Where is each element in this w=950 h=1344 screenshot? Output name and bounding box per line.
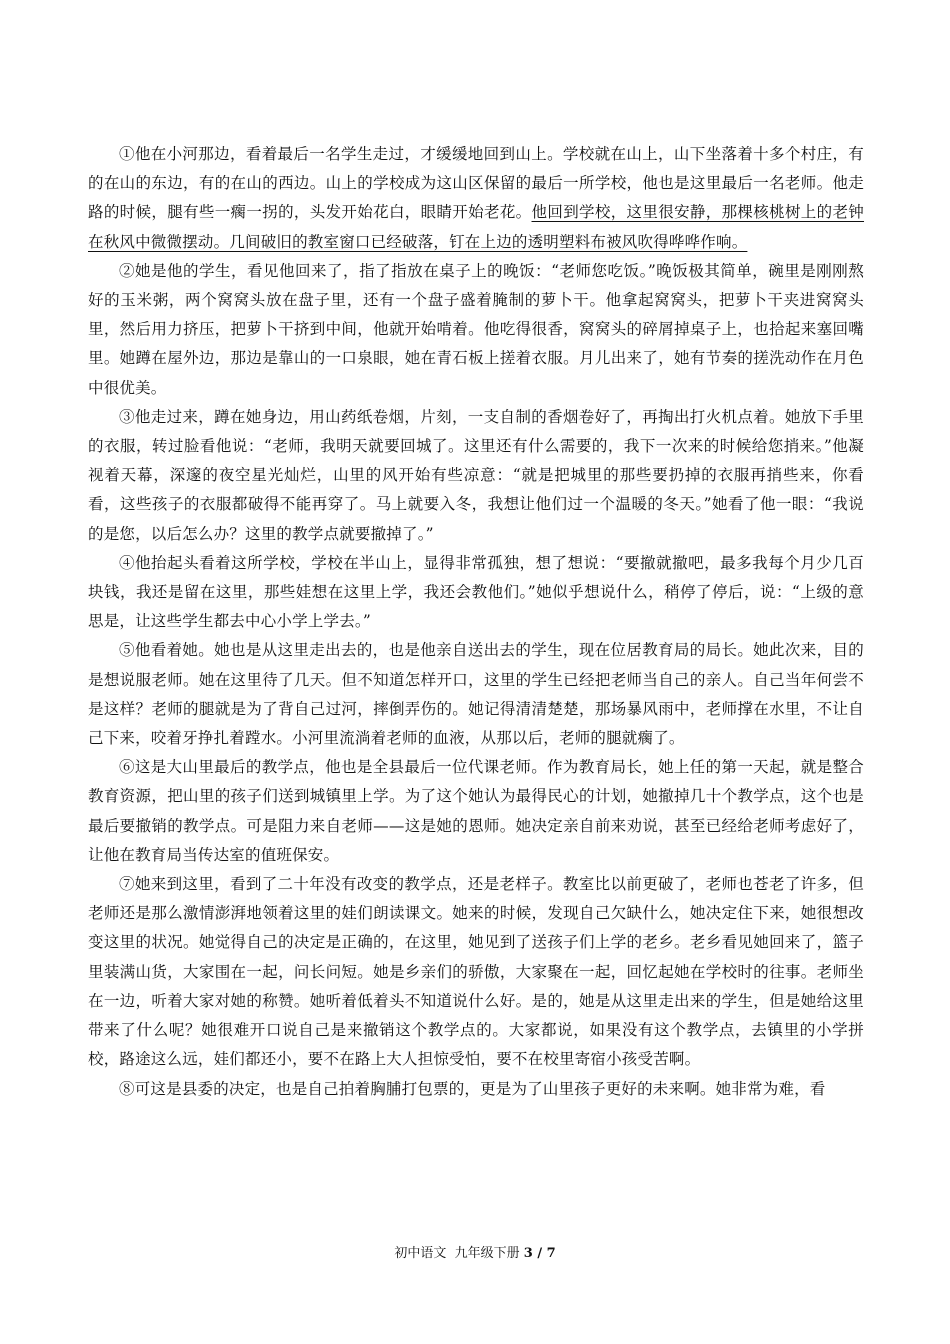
paragraph-1-underlined-text: 他回到学校，这里很安静，那棵核桃树上的老钟在秋风中微微摆动。几间破旧的教室窗口已经破落，钉在上边的透明塑料布被风吹得哗哗作响。 bbox=[88, 203, 865, 251]
paragraph-2: ②她是他的学生，看见他回来了，指了指放在桌子上的晚饭：“老师您吃饭。”晚饭极其简单，碗里是刚刚熬好的玉米粥，两个窝窝头放在盘子里，还有一个盘子盛着腌制的萝卜干。他拿起窝窝头，把萝卜干夹进窝窝头里，然后用力挤压，把萝卜干挤到中间，他就开始啃着。他吃得很香，窝窝头的碎屑掉桌子上，也拾起来塞回嘴里。她蹲在屋外边，那边是靠山的一口泉眼，她在青石板上搓着衣服。月儿出来了，她有节奏的搓洗动作在月色中很优美。 bbox=[88, 261, 864, 397]
article-body bbox=[88, 140, 864, 1104]
footer-subject: 初中语文 九年级下册 bbox=[394, 1246, 520, 1261]
paragraph-3: ③他走过来，蹲在她身边，用山药纸卷烟，片刻，一支自制的香烟卷好了，再掏出打火机点着。她放下手里的衣服，转过脸看他说：“老师，我明天就要回城了。这里还有什么需要的，我下一次来的时候给您捎来。”他凝视着天幕，深邃的夜空星光灿烂，山里的风开始有些凉意：“就是把城里的那些要扔掉的衣服再捎些来，你看看，这些孩子的衣服都破得不能再穿了。马上就要入冬，我想让他们过一个温暖的冬天。”她看了他一眼：“我说的是您，以后怎么办？这里的教学点就要撤掉了。” bbox=[88, 407, 864, 543]
paragraph-7: ⑦她来到这里，看到了二十年没有改变的教学点，还是老样子。教室比以前更破了，老师也苍老了许多，但老师还是那么激情澎湃地领着这里的娃们朗读课文。她来的时候，发现自己欠缺什么，她决定住下来，她很想改变这里的状况。她觉得自己的决定是正确的，在这里，她见到了送孩子们上学的老乡。老乡看见她回来了，篮子里装满山货，大家围在一起，问长问短。她是乡亲们的骄傲，大家聚在一起，回忆起她在学校时的往事。老师坐在一边，听着大家对她的称赞。她听着低着头不知道说什么好。是的，她是从这里走出来的学生，但是她给这里带来了什么呢？她很难开口说自己是来撤销这个教学点的。大家都说，如果没有这个教学点，去镇里的小学拼校，路途这么远，娃们都还小，要不在路上大人担惊受怕，要不在校里寄宿小孩受苦啊。 bbox=[88, 875, 864, 1069]
paragraph-8: ⑧可这是县委的决定，也是自己拍着胸脯打包票的，更是为了山里孩子更好的未来啊。她非常为难，看 bbox=[119, 1079, 826, 1098]
paragraph-5: ⑤他看着她。她也是从这里走出去的，也是他亲自送出去的学生，现在位居教育局的局长。她此次来，目的是想说服老师。她在这里待了几天。但不知道怎样开口，这里的学生已经把老师当自己的亲人。自己当年何尝不是这样？老师的腿就是为了背自己过河，摔倒弄伤的。她记得清清楚楚，那场暴风雨中，老师撑在水里，不让自己下来，咬着牙挣扎着蹚水。小河里流淌着老师的血液，从那以后，老师的腿就瘸了。 bbox=[88, 641, 864, 748]
footer-page-number: 3 / 7 bbox=[523, 1246, 556, 1261]
paragraph-4: ④他抬起头看着这所学校，学校在半山上，显得非常孤独，想了想说：“要撤就撤吧，最多我每个月少几百块钱，我还是留在这里，那些娃想在这里上学，我还会教他们。”她似乎想说什么，稍停了停后，说：“上级的意思是，让这些学生都去中心小学上学去。” bbox=[88, 553, 864, 631]
paragraph-1-text: ①他在小河那边，看着最后一名学生走过，才缓缓地回到山上。学校就在山上，山下坐落着十多个村庄，有的在山的东边，有的在山的西边。山上的学校成为这山区保留的最后一所学校，他也是这里最后一名老师。他走路的时候，腿有些一瘸一拐的，头发开始花白，眼睛开始老花。 bbox=[88, 145, 864, 222]
page-footer bbox=[0, 1242, 950, 1261]
paragraph-1 bbox=[88, 140, 864, 257]
paragraph-6: ⑥这是大山里最后的教学点，他也是全县最后一位代课老师。作为教育局长，她上任的第一天起，就是整合教育资源，把山里的孩子们送到城镇里上学。为了这个她认为最得民心的计划，她撤掉几十个教学点，这个也是最后要撤销的教学点。可是阻力来自老师——这是她的恩师。她决定亲自前来劝说，甚至已经给老师考虑好了，让他在教育局当传达室的值班保安。 bbox=[88, 758, 864, 864]
